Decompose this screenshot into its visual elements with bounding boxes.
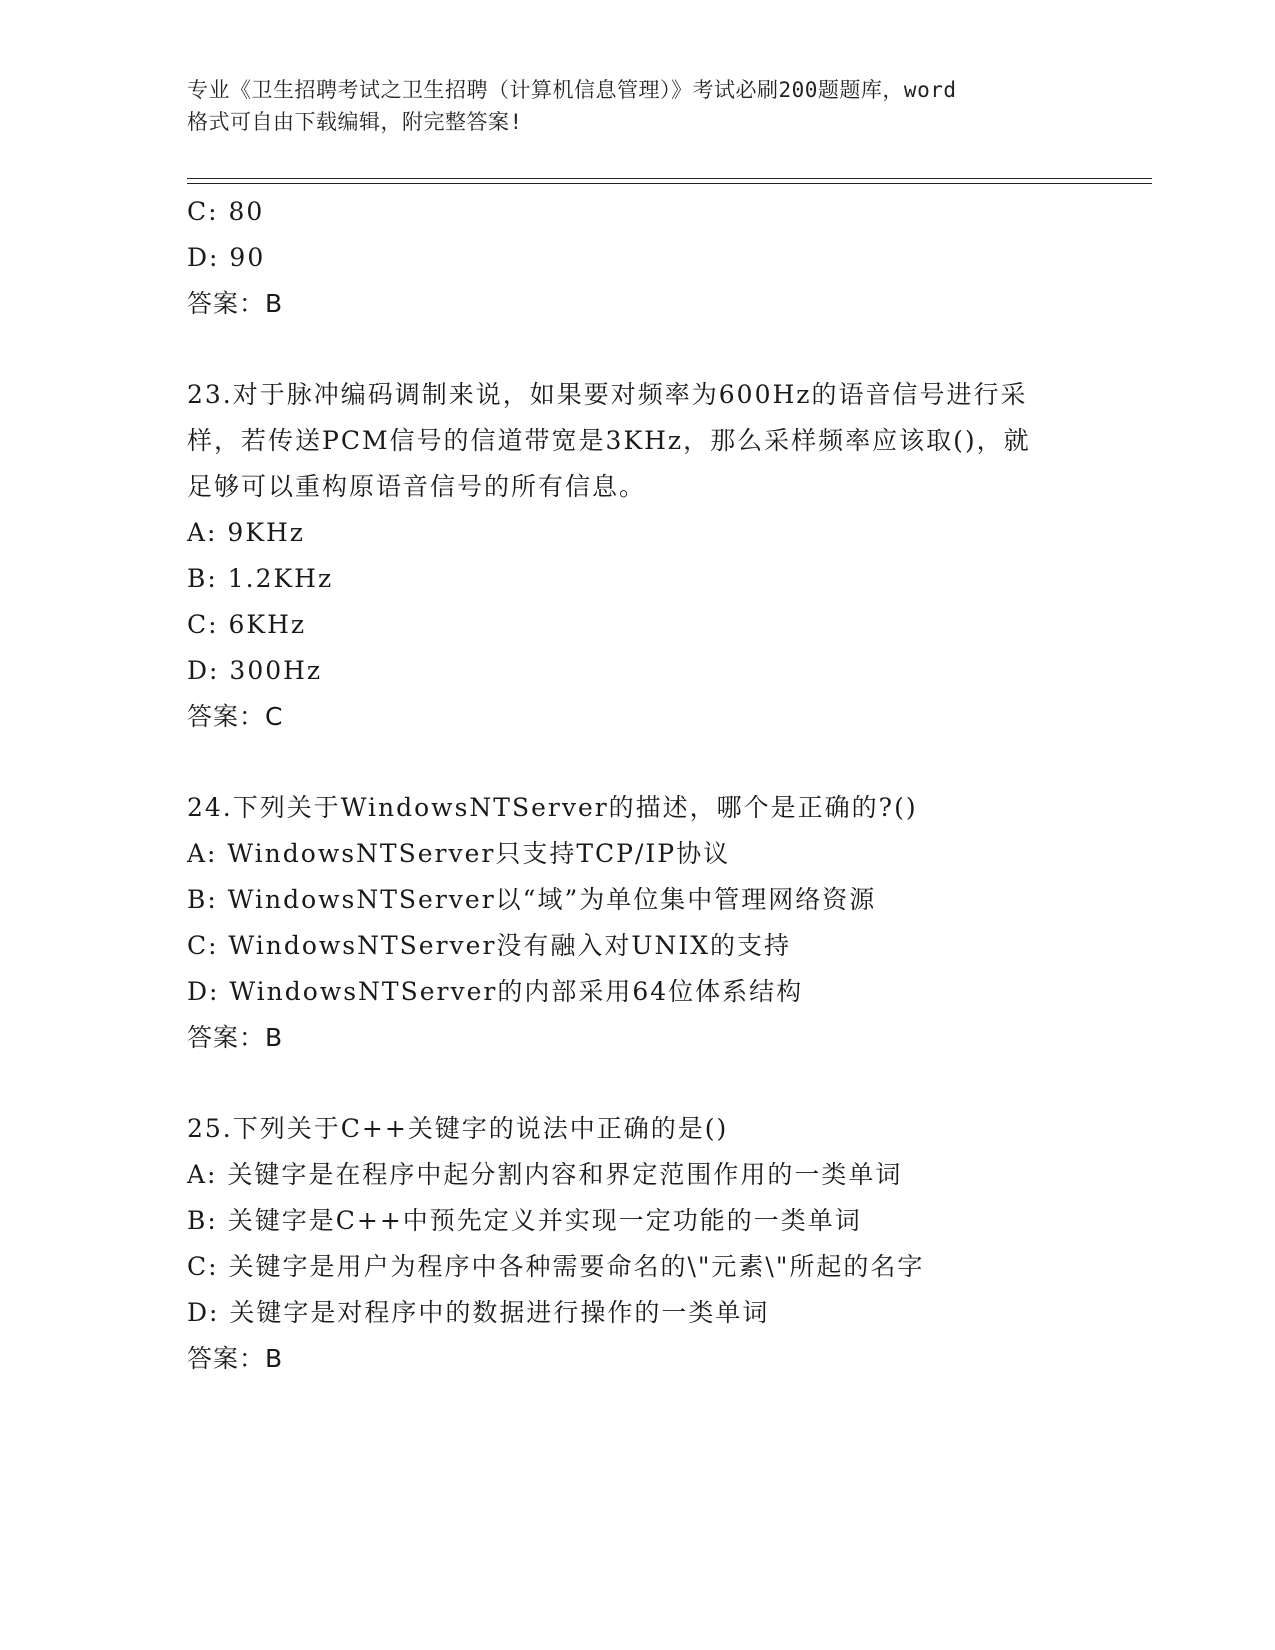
question-stem-line: 足够可以重构原语音信号的所有信息。: [187, 472, 647, 501]
answer: 答案：B: [187, 289, 284, 318]
answer: 答案：B: [187, 1023, 284, 1052]
spacer: [187, 740, 1087, 785]
question-25: [187, 1106, 1087, 1382]
header-rule-bottom: [187, 183, 1152, 184]
option-c: C: 80: [187, 197, 265, 226]
question-stem: 25.下列关于C++关键字的说法中正确的是(): [187, 1114, 729, 1143]
page-header: [187, 74, 1087, 138]
option-c: C: 关键字是用户为程序中各种需要命名的\"元素\"所起的名字: [187, 1252, 925, 1281]
option-d: D: 90: [187, 243, 266, 272]
question-24: [187, 785, 1087, 1061]
header-line-1: 专业《卫生招聘考试之卫生招聘（计算机信息管理）》考试必刷200题题库，word: [187, 78, 957, 102]
answer: 答案：B: [187, 1344, 284, 1373]
question-list: [187, 189, 1087, 1382]
question-22-tail: [187, 189, 1087, 327]
option-c: C: 6KHz: [187, 610, 307, 639]
spacer: [187, 327, 1087, 372]
option-a: A: 9KHz: [187, 518, 305, 547]
option-d: D: WindowsNTServer的内部采用64位体系结构: [187, 977, 804, 1006]
question-23: [187, 372, 1087, 740]
question-stem: 24.下列关于WindowsNTServer的描述，哪个是正确的?(): [187, 793, 918, 822]
option-b: B: 1.2KHz: [187, 564, 334, 593]
option-c: C: WindowsNTServer没有融入对UNIX的支持: [187, 931, 792, 960]
option-b: B: WindowsNTServer以“域”为单位集中管理网络资源: [187, 885, 877, 914]
option-d: D: 300Hz: [187, 656, 323, 685]
option-b: B: 关键字是C++中预先定义并实现一定功能的一类单词: [187, 1206, 862, 1235]
question-stem-line: 23.对于脉冲编码调制来说，如果要对频率为600Hz的语音信号进行采: [187, 380, 1028, 409]
option-d: D: 关键字是对程序中的数据进行操作的一类单词: [187, 1298, 770, 1327]
spacer: [187, 1061, 1087, 1106]
option-a: A: 关键字是在程序中起分割内容和界定范围作用的一类单词: [187, 1160, 903, 1189]
header-rule-top: [187, 178, 1152, 179]
answer: 答案：C: [187, 702, 284, 731]
header-line-2: 格式可自由下载编辑，附完整答案!: [187, 110, 523, 134]
option-a: A: WindowsNTServer只支持TCP/IP协议: [187, 839, 731, 868]
question-stem-line: 样，若传送PCM信号的信道带宽是3KHz，那么采样频率应该取()，就: [187, 426, 1031, 455]
